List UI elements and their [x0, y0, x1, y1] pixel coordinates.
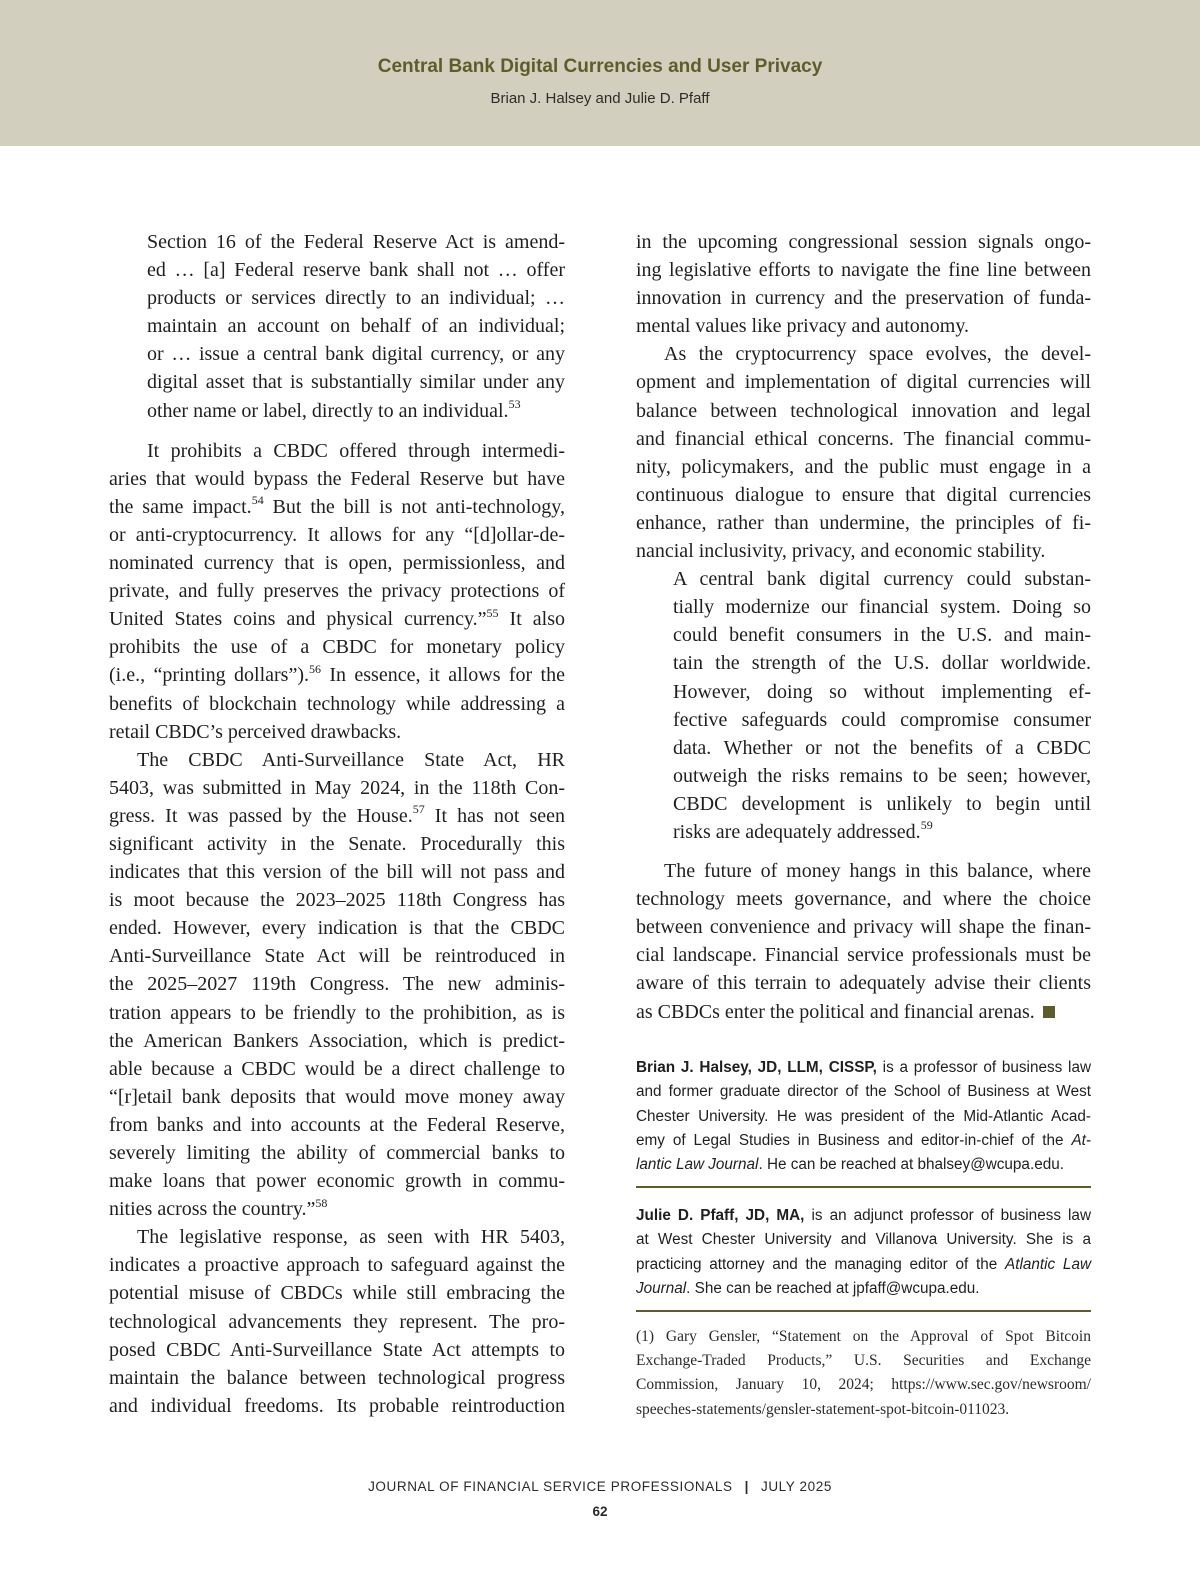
text-line: or … issue a central bank digital currency, or any: [147, 343, 565, 366]
text-line: digital asset that is substantially similar under any: [147, 371, 565, 394]
footnote-ref: 58: [315, 1195, 328, 1210]
left-column: [109, 228, 565, 1420]
text-line: technological advancements they represent. The pro-: [109, 1310, 565, 1333]
text-line: (1) Gary Gensler, “Statement on the Approval of Spot Bitcoin: [636, 1328, 1091, 1345]
text-line: as CBDCs enter the political and financial arenas.: [636, 998, 1091, 1026]
text-line: Journal. She can be reached at jpfaff@wcupa.edu.: [636, 1279, 980, 1297]
text-line: The future of money hangs in this balance, where: [664, 860, 1091, 883]
author-name: Julie D. Pfaff, JD, MA,: [636, 1207, 805, 1224]
text-line: nities across the country.”$^{58}$: [109, 1195, 328, 1221]
text-line: at West Chester University and Villanova University. She is a: [636, 1231, 1091, 1249]
text-line: prohibits the use of a CBDC for monetary policy: [109, 636, 565, 659]
author-bio-pfaff: [636, 1204, 1091, 1301]
text-line: Commission, January 10, 2024; https://www.sec.gov/newsroom/: [636, 1376, 1091, 1394]
text-line: nominated currency that is open, permissionless, and: [109, 552, 565, 575]
text-line: speeches-statements/gensler-statement-spot-bitcoin-011023.: [636, 1400, 1010, 1418]
text-line: The legislative response, as seen with HR 5403,: [137, 1226, 565, 1249]
text-line: benefits of blockchain technology while addressing a: [109, 692, 565, 715]
text-line: potential misuse of CBDCs while still embracing the: [109, 1282, 565, 1305]
text-line: The CBDC Anti-Surveillance State Act, HR: [137, 748, 565, 771]
text-line: CBDC development is unlikely to begin until: [673, 792, 1091, 815]
text-line: technology meets governance, and where the choice: [636, 888, 1091, 911]
text-line: aware of this terrain to adequately advise their clients: [636, 972, 1091, 995]
divider-rule: [636, 1186, 1091, 1188]
text-line: indicates a proactive approach to safeguard against the: [109, 1254, 565, 1277]
footer-separator: |: [744, 1479, 749, 1494]
text-line: Chester University. He was president of the Mid-Atlantic Acad-: [636, 1107, 1091, 1125]
text-line: continuous dialogue to ensure that digital currencies: [636, 483, 1091, 506]
issue-date: JULY 2025: [760, 1479, 832, 1494]
page-number: 62: [592, 1504, 608, 1519]
text-line: or anti-cryptocurrency. It allows for any “[d]ollar-de-: [109, 523, 565, 546]
text-line: maintain an account on behalf of an individual;: [147, 315, 565, 338]
paragraph: [109, 437, 565, 746]
text-line: mental values like privacy and autonomy.: [636, 315, 970, 338]
text-line: It prohibits a CBDC offered through intermedi-: [147, 439, 565, 462]
text-line: private, and fully preserves the privacy protections of: [109, 580, 565, 603]
right-column: [636, 228, 1091, 1026]
text-line: make loans that power economic growth in commu-: [109, 1170, 565, 1193]
text-line: tain the strength of the U.S. dollar worldwide.: [673, 652, 1091, 675]
text-line: lantic Law Journal. He can be reached at bhalsey@wcupa.edu.: [636, 1156, 1064, 1174]
text-line: Section 16 of the Federal Reserve Act is amend-: [147, 231, 565, 253]
text-line: tially modernize our financial system. Doing so: [673, 596, 1091, 619]
text-line: severely limiting the ability of commercial banks to: [109, 1142, 565, 1164]
text-line: and financial ethical concerns. The financial commu-: [636, 427, 1091, 450]
paragraph: [636, 857, 1091, 1026]
block-quote-hr5403: [109, 228, 565, 425]
text-line: could benefit consumers in the U.S. and main-: [673, 624, 1091, 647]
text-line: is moot because the 2023–2025 118th Congress has: [109, 889, 565, 912]
author-bio-halsey: [636, 1056, 1091, 1177]
text-line: posed CBDC Anti-Surveillance State Act attempts to: [109, 1338, 565, 1361]
text-line: data. Whether or not the benefits of a CBDC: [673, 736, 1091, 759]
text-line: risks are adequately addressed.$^{59}$: [673, 818, 933, 843]
text-line: able because a CBDC would be a direct challenge to: [109, 1057, 565, 1080]
footnote-ref: 53: [508, 396, 521, 411]
text-line: from banks and into accounts at the Federal Reserve,: [109, 1113, 565, 1136]
text-line: fective safeguards could compromise consumer: [673, 708, 1091, 731]
text-line: As the cryptocurrency space evolves, the devel-: [664, 343, 1091, 366]
text-line: and individual freedoms. Its probable reintroduction: [109, 1394, 565, 1417]
article-title: Central Bank Digital Currencies and User Privacy: [377, 56, 823, 77]
text-line: the 2025–2027 119th Congress. The new adminis-: [109, 973, 565, 996]
text-line: “[r]etail bank deposits that would move money away: [109, 1085, 565, 1108]
text-line: 5403, was submitted in May 2024, in the 118th Con-: [109, 776, 565, 799]
text-line: balance between technological innovation and legal: [636, 399, 1091, 422]
text-line: (i.e., “printing dollars”).$^{56}$ In essence, it allows for the: [109, 661, 565, 687]
running-header: [0, 0, 1200, 146]
end-mark-square-icon: [1043, 1006, 1055, 1018]
text-line: and former graduate director of the School of Business at West: [636, 1083, 1091, 1101]
text-line: aries that would bypass the Federal Reserve but have: [109, 467, 565, 490]
text-line: outweigh the risks remains to be seen; however,: [673, 764, 1091, 787]
paragraph: [109, 1223, 565, 1420]
running-footer: [0, 1479, 1200, 1494]
text-line: maintain the balance between technological progress: [109, 1366, 565, 1389]
article-authors: Brian J. Halsey and Julie D. Pfaff: [490, 90, 710, 107]
divider-rule: [636, 1310, 1091, 1312]
text-line: other name or label, directly to an individual.$^{53}$: [147, 396, 521, 422]
text-line: ing legislative efforts to navigate the fine line between: [636, 259, 1091, 282]
paragraph: [636, 228, 1091, 340]
text-line: significant activity in the Senate. Procedurally this: [109, 832, 565, 855]
text-line: cial landscape. Financial service professionals must be: [636, 944, 1091, 967]
footnote-ref: 59: [920, 818, 933, 833]
text-line: Anti-Surveillance State Act will be reintroduced in: [109, 945, 565, 968]
text-line: However, doing so without implementing ef-: [673, 680, 1091, 703]
journal-name: JOURNAL OF FINANCIAL SERVICE PROFESSIONALS: [368, 1479, 733, 1494]
text-line: retail CBDC’s perceived drawbacks.: [109, 720, 402, 743]
text-line: enhance, rather than undermine, the principles of fi-: [636, 511, 1091, 534]
footnote: [636, 1325, 1091, 1422]
text-line: emy of Legal Studies in Business and editor-in-chief of the At-: [636, 1131, 1091, 1149]
footnote-ref: 55: [486, 605, 499, 620]
text-line: Exchange-Traded Products,” U.S. Securities and Exchange: [636, 1352, 1091, 1370]
footnote-ref: 56: [309, 661, 321, 676]
text-line: ed … [a] Federal reserve bank shall not … offer: [147, 259, 565, 282]
text-line: in the upcoming congressional session signals ongo-: [636, 231, 1091, 253]
text-line: Brian J. Halsey, JD, LLM, CISSP, is a professor of business law: [636, 1059, 1091, 1076]
text-line: the same impact.$^{54}$ But the bill is not anti-technology,: [109, 493, 565, 518]
text-line: tration appears to be friendly to the prohibition, as is: [109, 1001, 565, 1024]
paragraph: [109, 746, 565, 1224]
text-line: practicing attorney and the managing editor of the Atlantic Law: [636, 1255, 1091, 1273]
text-line: between convenience and privacy will shape the finan-: [636, 916, 1091, 939]
text-line: United States coins and physical currency.”$^{55}$ It also: [109, 605, 566, 631]
text-line: ended. However, every indication is that the CBDC: [109, 917, 565, 940]
text-line: A central bank digital currency could substan-: [673, 568, 1091, 591]
text-line: innovation in currency and the preservation of funda-: [636, 287, 1091, 310]
text-line: indicates that this version of the bill will not pass and: [109, 861, 565, 884]
text-line: nancial inclusivity, privacy, and economic stability.: [636, 540, 1046, 563]
block-quote-cbdc: [636, 565, 1091, 846]
footnote-ref: 54: [251, 493, 264, 508]
text-line: the American Bankers Association, which is predict-: [109, 1029, 565, 1052]
text-line: opment and implementation of digital currencies will: [636, 371, 1091, 394]
footnote-ref: 57: [412, 802, 425, 817]
text-line: Julie D. Pfaff, JD, MA, is an adjunct professor of business law: [636, 1207, 1091, 1224]
text-line: products or services directly to an individual; …: [147, 287, 565, 310]
author-name: Brian J. Halsey, JD, LLM, CISSP,: [636, 1059, 877, 1076]
text-line: gress. It was passed by the House.$^{57}$ It has not seen: [109, 802, 565, 827]
paragraph: [636, 340, 1091, 565]
text-line: nity, policymakers, and the public must engage in a: [636, 455, 1091, 478]
